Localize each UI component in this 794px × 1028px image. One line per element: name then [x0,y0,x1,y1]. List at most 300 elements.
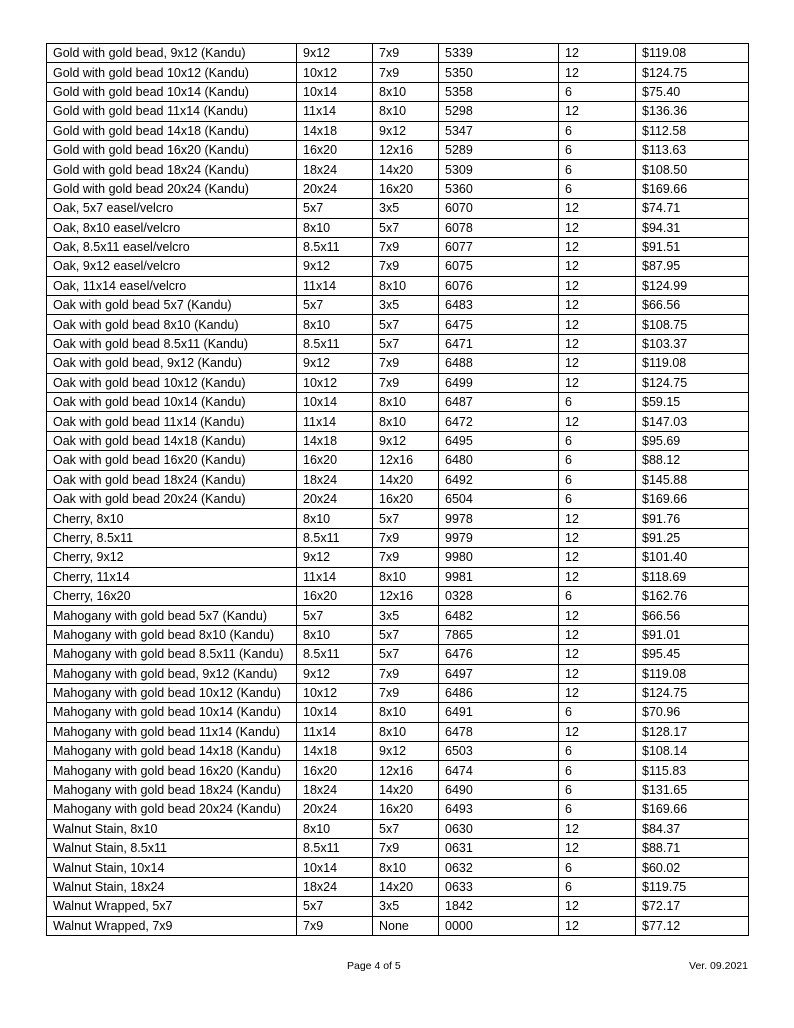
quantity-cell: 12 [559,44,636,63]
item-number-cell: 9979 [439,528,559,547]
table-row [47,257,749,276]
item-number-cell: 5347 [439,121,559,140]
table-row [47,858,749,877]
item-number-cell: 6471 [439,334,559,353]
item-number-cell: 6476 [439,645,559,664]
frame-size-cell: 18x24 [297,160,373,179]
mat-size-cell: 16x20 [373,489,439,508]
description-cell: Gold with gold bead 20x24 (Kandu) [47,179,297,198]
price-cell: $147.03 [636,412,749,431]
item-number-cell: 6488 [439,354,559,373]
frame-size-cell: 18x24 [297,470,373,489]
price-cell: $66.56 [636,296,749,315]
frame-size-cell: 8x10 [297,315,373,334]
price-table-body [47,44,749,936]
mat-size-cell: 7x9 [373,257,439,276]
item-number-cell: 5358 [439,82,559,101]
frame-size-cell: 10x12 [297,683,373,702]
mat-size-cell: 5x7 [373,509,439,528]
description-cell: Gold with gold bead 10x14 (Kandu) [47,82,297,101]
item-number-cell: 6486 [439,683,559,702]
quantity-cell: 6 [559,121,636,140]
price-cell: $108.14 [636,742,749,761]
item-number-cell: 0632 [439,858,559,877]
price-cell: $72.17 [636,897,749,916]
mat-size-cell: 8x10 [373,412,439,431]
price-cell: $119.75 [636,877,749,896]
quantity-cell: 6 [559,780,636,799]
table-row [47,548,749,567]
mat-size-cell: 8x10 [373,722,439,741]
price-cell: $115.83 [636,761,749,780]
price-cell: $94.31 [636,218,749,237]
table-row [47,44,749,63]
quantity-cell: 6 [559,160,636,179]
item-number-cell: 6480 [439,451,559,470]
description-cell: Mahogany with gold bead 14x18 (Kandu) [47,742,297,761]
quantity-cell: 6 [559,742,636,761]
quantity-cell: 12 [559,315,636,334]
mat-size-cell: 5x7 [373,315,439,334]
quantity-cell: 6 [559,470,636,489]
price-cell: $70.96 [636,703,749,722]
price-cell: $124.75 [636,63,749,82]
table-row [47,451,749,470]
description-cell: Walnut Wrapped, 5x7 [47,897,297,916]
frame-size-cell: 9x12 [297,664,373,683]
price-cell: $113.63 [636,140,749,159]
quantity-cell: 12 [559,839,636,858]
frame-size-cell: 20x24 [297,489,373,508]
item-number-cell: 6078 [439,218,559,237]
frame-size-cell: 8.5x11 [297,237,373,256]
table-row [47,819,749,838]
quantity-cell: 12 [559,296,636,315]
description-cell: Oak with gold bead, 9x12 (Kandu) [47,354,297,373]
mat-size-cell: 14x20 [373,470,439,489]
mat-size-cell: 14x20 [373,877,439,896]
mat-size-cell: 8x10 [373,703,439,722]
description-cell: Oak with gold bead 5x7 (Kandu) [47,296,297,315]
mat-size-cell: 16x20 [373,800,439,819]
item-number-cell: 7865 [439,625,559,644]
quantity-cell: 6 [559,877,636,896]
frame-size-cell: 5x7 [297,606,373,625]
table-row [47,179,749,198]
description-cell: Cherry, 11x14 [47,567,297,586]
price-cell: $91.01 [636,625,749,644]
table-row [47,296,749,315]
description-cell: Oak with gold bead 14x18 (Kandu) [47,431,297,450]
quantity-cell: 12 [559,334,636,353]
price-cell: $87.95 [636,257,749,276]
mat-size-cell: 8x10 [373,82,439,101]
description-cell: Oak with gold bead 16x20 (Kandu) [47,451,297,470]
price-cell: $108.75 [636,315,749,334]
description-cell: Mahogany with gold bead, 9x12 (Kandu) [47,664,297,683]
table-row [47,393,749,412]
price-cell: $60.02 [636,858,749,877]
table-row [47,140,749,159]
item-number-cell: 6487 [439,393,559,412]
price-table [46,43,749,936]
table-row [47,82,749,101]
frame-size-cell: 18x24 [297,780,373,799]
table-row [47,334,749,353]
price-cell: $169.66 [636,179,749,198]
table-row [47,800,749,819]
frame-size-cell: 8.5x11 [297,528,373,547]
price-cell: $124.75 [636,373,749,392]
quantity-cell: 6 [559,179,636,198]
mat-size-cell: 9x12 [373,431,439,450]
description-cell: Oak with gold bead 10x14 (Kandu) [47,393,297,412]
quantity-cell: 12 [559,237,636,256]
description-cell: Oak with gold bead 8x10 (Kandu) [47,315,297,334]
frame-size-cell: 16x20 [297,451,373,470]
description-cell: Oak with gold bead 8.5x11 (Kandu) [47,334,297,353]
frame-size-cell: 8x10 [297,218,373,237]
mat-size-cell: 14x20 [373,780,439,799]
price-cell: $88.71 [636,839,749,858]
price-cell: $162.76 [636,586,749,605]
frame-size-cell: 20x24 [297,179,373,198]
mat-size-cell: 5x7 [373,625,439,644]
table-row [47,431,749,450]
table-row [47,412,749,431]
mat-size-cell: 12x16 [373,586,439,605]
frame-size-cell: 7x9 [297,916,373,935]
item-number-cell: 5350 [439,63,559,82]
item-number-cell: 6490 [439,780,559,799]
mat-size-cell: 7x9 [373,683,439,702]
price-cell: $91.25 [636,528,749,547]
price-cell: $124.99 [636,276,749,295]
frame-size-cell: 14x18 [297,431,373,450]
mat-size-cell: 9x12 [373,121,439,140]
item-number-cell: 5289 [439,140,559,159]
mat-size-cell: 12x16 [373,451,439,470]
item-number-cell: 6483 [439,296,559,315]
mat-size-cell: 7x9 [373,548,439,567]
frame-size-cell: 8.5x11 [297,334,373,353]
table-row [47,218,749,237]
description-cell: Walnut Stain, 8.5x11 [47,839,297,858]
item-number-cell: 6475 [439,315,559,334]
item-number-cell: 5360 [439,179,559,198]
description-cell: Oak with gold bead 10x12 (Kandu) [47,373,297,392]
item-number-cell: 1842 [439,897,559,916]
price-cell: $119.08 [636,664,749,683]
table-row [47,916,749,935]
quantity-cell: 6 [559,431,636,450]
quantity-cell: 12 [559,528,636,547]
mat-size-cell: 7x9 [373,44,439,63]
description-cell: Oak, 8.5x11 easel/velcro [47,237,297,256]
frame-size-cell: 8x10 [297,819,373,838]
description-cell: Mahogany with gold bead 5x7 (Kandu) [47,606,297,625]
quantity-cell: 6 [559,393,636,412]
mat-size-cell: 7x9 [373,664,439,683]
mat-size-cell: 3x5 [373,199,439,218]
quantity-cell: 12 [559,916,636,935]
quantity-cell: 12 [559,722,636,741]
description-cell: Gold with gold bead, 9x12 (Kandu) [47,44,297,63]
table-row [47,237,749,256]
table-row [47,63,749,82]
mat-size-cell: 3x5 [373,606,439,625]
mat-size-cell: 8x10 [373,276,439,295]
item-number-cell: 9978 [439,509,559,528]
description-cell: Oak with gold bead 18x24 (Kandu) [47,470,297,489]
table-row [47,606,749,625]
mat-size-cell: 5x7 [373,218,439,237]
quantity-cell: 12 [559,63,636,82]
description-cell: Cherry, 16x20 [47,586,297,605]
mat-size-cell: 5x7 [373,819,439,838]
quantity-cell: 12 [559,276,636,295]
frame-size-cell: 5x7 [297,296,373,315]
price-cell: $84.37 [636,819,749,838]
quantity-cell: 6 [559,800,636,819]
price-cell: $77.12 [636,916,749,935]
description-cell: Mahogany with gold bead 20x24 (Kandu) [47,800,297,819]
quantity-cell: 12 [559,664,636,683]
frame-size-cell: 20x24 [297,800,373,819]
quantity-cell: 12 [559,257,636,276]
version-label: Ver. 09.2021 [689,960,748,972]
mat-size-cell: 3x5 [373,897,439,916]
price-cell: $101.40 [636,548,749,567]
table-row [47,160,749,179]
price-cell: $128.17 [636,722,749,741]
table-row [47,780,749,799]
price-cell: $131.65 [636,780,749,799]
quantity-cell: 12 [559,683,636,702]
item-number-cell: 6075 [439,257,559,276]
item-number-cell: 6474 [439,761,559,780]
frame-size-cell: 11x14 [297,276,373,295]
table-row [47,722,749,741]
quantity-cell: 12 [559,199,636,218]
item-number-cell: 0631 [439,839,559,858]
price-cell: $91.76 [636,509,749,528]
table-row [47,102,749,121]
description-cell: Oak, 11x14 easel/velcro [47,276,297,295]
mat-size-cell: 8x10 [373,567,439,586]
mat-size-cell: 8x10 [373,102,439,121]
price-cell: $75.40 [636,82,749,101]
quantity-cell: 6 [559,489,636,508]
price-cell: $74.71 [636,199,749,218]
table-row [47,199,749,218]
description-cell: Walnut Stain, 10x14 [47,858,297,877]
price-cell: $95.45 [636,645,749,664]
mat-size-cell: 5x7 [373,645,439,664]
item-number-cell: 5309 [439,160,559,179]
price-cell: $169.66 [636,489,749,508]
table-row [47,645,749,664]
price-cell: $103.37 [636,334,749,353]
table-row [47,761,749,780]
description-cell: Mahogany with gold bead 8x10 (Kandu) [47,625,297,644]
quantity-cell: 12 [559,548,636,567]
frame-size-cell: 9x12 [297,548,373,567]
item-number-cell: 0000 [439,916,559,935]
mat-size-cell: 7x9 [373,373,439,392]
description-cell: Mahogany with gold bead 16x20 (Kandu) [47,761,297,780]
mat-size-cell: 7x9 [373,528,439,547]
mat-size-cell: 8x10 [373,858,439,877]
description-cell: Oak, 9x12 easel/velcro [47,257,297,276]
frame-size-cell: 5x7 [297,199,373,218]
description-cell: Mahogany with gold bead 10x12 (Kandu) [47,683,297,702]
frame-size-cell: 8x10 [297,625,373,644]
table-row [47,586,749,605]
quantity-cell: 12 [559,509,636,528]
price-cell: $91.51 [636,237,749,256]
quantity-cell: 12 [559,354,636,373]
quantity-cell: 12 [559,897,636,916]
price-cell: $88.12 [636,451,749,470]
quantity-cell: 6 [559,140,636,159]
description-cell: Mahogany with gold bead 18x24 (Kandu) [47,780,297,799]
frame-size-cell: 10x14 [297,858,373,877]
description-cell: Mahogany with gold bead 10x14 (Kandu) [47,703,297,722]
table-row [47,897,749,916]
table-row [47,703,749,722]
item-number-cell: 0328 [439,586,559,605]
quantity-cell: 12 [559,412,636,431]
quantity-cell: 6 [559,586,636,605]
price-cell: $124.75 [636,683,749,702]
table-row [47,489,749,508]
price-cell: $108.50 [636,160,749,179]
quantity-cell: 12 [559,819,636,838]
mat-size-cell: 7x9 [373,237,439,256]
frame-size-cell: 16x20 [297,586,373,605]
mat-size-cell: 5x7 [373,334,439,353]
mat-size-cell: 7x9 [373,354,439,373]
item-number-cell: 6472 [439,412,559,431]
description-cell: Gold with gold bead 16x20 (Kandu) [47,140,297,159]
mat-size-cell: 9x12 [373,742,439,761]
description-cell: Cherry, 8.5x11 [47,528,297,547]
table-row [47,567,749,586]
frame-size-cell: 10x14 [297,703,373,722]
frame-size-cell: 11x14 [297,412,373,431]
description-cell: Gold with gold bead 11x14 (Kandu) [47,102,297,121]
price-cell: $112.58 [636,121,749,140]
description-cell: Oak with gold bead 11x14 (Kandu) [47,412,297,431]
price-cell: $95.69 [636,431,749,450]
table-row [47,373,749,392]
item-number-cell: 5339 [439,44,559,63]
table-row [47,315,749,334]
table-row [47,509,749,528]
mat-size-cell: 12x16 [373,761,439,780]
item-number-cell: 9981 [439,567,559,586]
table-row [47,121,749,140]
frame-size-cell: 11x14 [297,102,373,121]
item-number-cell: 6478 [439,722,559,741]
description-cell: Oak with gold bead 20x24 (Kandu) [47,489,297,508]
quantity-cell: 12 [559,625,636,644]
table-row [47,276,749,295]
frame-size-cell: 16x20 [297,761,373,780]
frame-size-cell: 8.5x11 [297,839,373,858]
item-number-cell: 9980 [439,548,559,567]
item-number-cell: 6070 [439,199,559,218]
item-number-cell: 6491 [439,703,559,722]
price-cell: $59.15 [636,393,749,412]
frame-size-cell: 11x14 [297,722,373,741]
item-number-cell: 6499 [439,373,559,392]
quantity-cell: 6 [559,761,636,780]
quantity-cell: 6 [559,82,636,101]
item-number-cell: 0633 [439,877,559,896]
mat-size-cell: 8x10 [373,393,439,412]
frame-size-cell: 9x12 [297,257,373,276]
item-number-cell: 0630 [439,819,559,838]
frame-size-cell: 14x18 [297,121,373,140]
frame-size-cell: 11x14 [297,567,373,586]
table-row [47,683,749,702]
price-cell: $119.08 [636,354,749,373]
item-number-cell: 6497 [439,664,559,683]
mat-size-cell: 3x5 [373,296,439,315]
item-number-cell: 5298 [439,102,559,121]
page-number: Page 4 of 5 [347,960,401,972]
mat-size-cell: 7x9 [373,839,439,858]
item-number-cell: 6493 [439,800,559,819]
quantity-cell: 12 [559,373,636,392]
table-row [47,354,749,373]
quantity-cell: 6 [559,451,636,470]
mat-size-cell: 14x20 [373,160,439,179]
table-row [47,839,749,858]
item-number-cell: 6503 [439,742,559,761]
item-number-cell: 6492 [439,470,559,489]
frame-size-cell: 5x7 [297,897,373,916]
price-cell: $119.08 [636,44,749,63]
description-cell: Walnut Stain, 8x10 [47,819,297,838]
description-cell: Oak, 8x10 easel/velcro [47,218,297,237]
description-cell: Walnut Wrapped, 7x9 [47,916,297,935]
price-cell: $145.88 [636,470,749,489]
frame-size-cell: 8x10 [297,509,373,528]
frame-size-cell: 9x12 [297,44,373,63]
frame-size-cell: 9x12 [297,354,373,373]
description-cell: Walnut Stain, 18x24 [47,877,297,896]
mat-size-cell: 7x9 [373,63,439,82]
frame-size-cell: 10x14 [297,82,373,101]
quantity-cell: 12 [559,102,636,121]
description-cell: Gold with gold bead 10x12 (Kandu) [47,63,297,82]
quantity-cell: 12 [559,218,636,237]
frame-size-cell: 16x20 [297,140,373,159]
frame-size-cell: 10x12 [297,63,373,82]
price-cell: $169.66 [636,800,749,819]
frame-size-cell: 8.5x11 [297,645,373,664]
mat-size-cell: None [373,916,439,935]
price-cell: $136.36 [636,102,749,121]
item-number-cell: 6076 [439,276,559,295]
frame-size-cell: 10x12 [297,373,373,392]
quantity-cell: 6 [559,858,636,877]
quantity-cell: 6 [559,703,636,722]
quantity-cell: 12 [559,645,636,664]
